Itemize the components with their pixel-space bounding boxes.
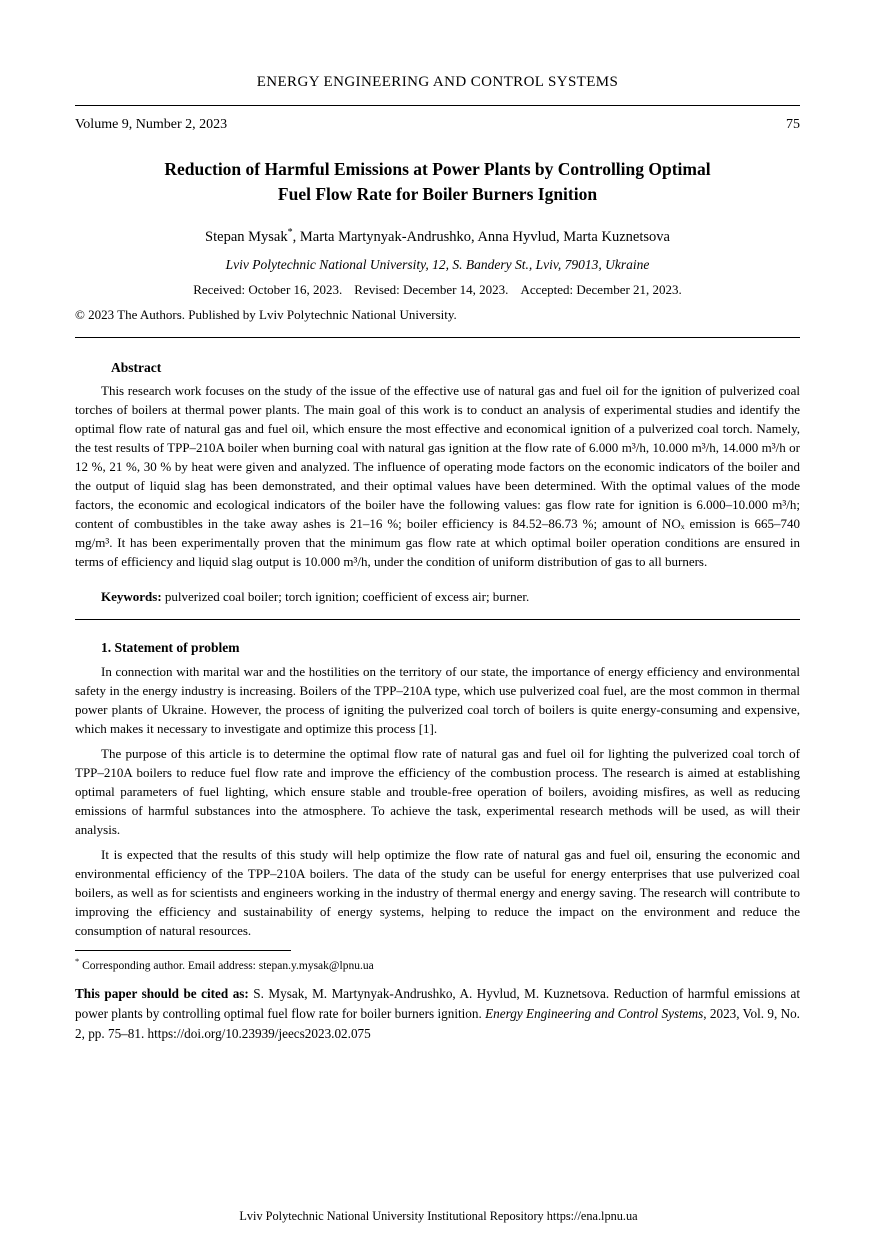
page-number: 75	[786, 117, 800, 132]
header-divider	[75, 105, 800, 106]
section-heading-statement-of-problem: 1. Statement of problem	[101, 639, 240, 655]
corresponding-author-marker: *	[287, 227, 293, 238]
citation-journal-name: Energy Engineering and Control Systems	[485, 1005, 704, 1021]
article-title	[75, 157, 800, 207]
received-date: Received: October 16, 2023.	[193, 281, 343, 297]
journal-title: ENERGY ENGINEERING AND CONTROL SYSTEMS	[256, 74, 619, 90]
authors-rest: , Marta Martynyak-Andrushko, Anna Hyvlud, Marta Kuznetsova	[292, 228, 670, 245]
article-title-line1: Reduction of Harmful Emissions at Power Plants by Controlling Optimal	[164, 159, 711, 179]
body-paragraph: The purpose of this article is to determine the optimal flow rate of natural gas and fuel oil for lighting the pulverized coal torch of TPP–210A boilers to reduce fuel flow rate and improve the efficiency of the combustion process. The research is aimed at establishing optimal parameters of fuel lighting, which ensure stable and trouble-free operation of boilers, avoiding misfires, as well as reducing emissions of harmful substances into the atmosphere. To achieve the task, experimental research methods will be used, as will their analysis.	[75, 745, 800, 837]
author-first: Stepan Mysak	[205, 228, 288, 245]
body-paragraph: In connection with marital war and the hostilities on the territory of our state, the importance of energy efficiency and environmental safety in the energy industry is increasing. Boilers of the TPP–210A type, which use pulverized coal fuel, are the most common in thermal power plants of Ukraine. However, the process of igniting the pulverized coal torch of boilers is quite energy-consuming and expensive, which makes it necessary to investigate and optimize this process [1].	[75, 663, 800, 736]
body-divider	[75, 619, 800, 620]
citation-block	[75, 984, 800, 1044]
citation-label: This paper should be cited as:	[75, 985, 249, 1001]
footnote-marker: *	[75, 955, 80, 966]
revised-date: Revised: December 14, 2023.	[354, 281, 509, 297]
article-title-line2: Fuel Flow Rate for Boiler Burners Ignition	[277, 184, 598, 204]
abstract-divider	[75, 337, 800, 338]
authors-line	[75, 227, 800, 246]
volume-line: Volume 9, Number 2, 2023	[75, 117, 228, 132]
copyright-line: © 2023 The Authors. Published by Lviv Polytechnic National University.	[75, 306, 457, 322]
keywords-label: Keywords:	[101, 588, 162, 604]
volume-row	[75, 117, 800, 133]
citation-tail: , 2023, Vol. 9, No. 2, pp. 75–81. https://doi.org/10.23939/jeecs2023.02.075	[75, 1005, 800, 1041]
dates-line	[75, 282, 800, 298]
keywords-text: pulverized coal boiler; torch ignition; coefficient of excess air; burner.	[161, 588, 530, 604]
affiliation-line: Lviv Polytechnic National University, 12, S. Bandery St., Lviv, 79013, Ukraine	[225, 256, 650, 272]
abstract-heading: Abstract	[111, 359, 162, 375]
keywords-line	[75, 589, 800, 605]
abstract-text: This research work focuses on the study of the issue of the effective use of natural gas and fuel oil for the ignition of pulverized coal torches of boilers at thermal power plants. The main goal of this work is to conduct an analysis of experimental studies and identify the optimal flow rate of natural gas and fuel oil, which ensure the most effective and economical ignition of a pulverized coal torch. Namely, the test results of TPP–210A boiler when burning coal with natural gas ignition at the flow rate of 6.000 m³/h, 10.000 m³/h, 14.000 m³/h or 12 %, 21 %, 30 % by heat were given and analyzed. The influence of operating mode factors on the economic indicators of the boiler and the output of liquid slag has been demonstrated, and their optimal values have been determined. With the optimal values of the mode factors, the economic and ecological indicators of the boiler have the following values: gas flow rate for ignition is 6.000–10.000 m³/h; content of combustibles in the take away ashes is 21–16 %; boiler efficiency is 84.52–86.73 %; amount of NOₓ emission is 665–740 mg/m³. It has been experimentally proven that the minimum gas flow rate at which optimal boiler operation conditions are ensured in terms of efficiency and liquid slag output is 10.000 m³/h, under the condition of uniform distribution of gas to all burners.	[75, 382, 800, 569]
accepted-date: Accepted: December 21, 2023.	[520, 281, 682, 297]
repository-footer: Lviv Polytechnic National University Institutional Repository https://ena.lpnu.ua	[239, 1209, 638, 1223]
corresponding-author-footnote	[75, 956, 800, 972]
citation-body: S. Mysak, M. Martynyak-Andrushko, A. Hyvlud, M. Kuznetsova. Reduction of harmful emissions at power plants by controlling optimal fuel flow rate for boiler burners ignition.	[75, 985, 801, 1021]
footnote-text: Corresponding author. Email address: stepan.y.mysak@lpnu.ua	[79, 959, 374, 972]
body-paragraph: It is expected that the results of this study will help optimize the flow rate of natural gas and fuel oil, ensuring the economic and environmental efficiency of the TPP–210A boilers. The data of the study can be useful for energy enterprises that use pulverized coal boilers, as well as for scientists and engineers working in the industry of thermal energy and energy saving. The research will contribute to improving the efficiency and sustainability of energy systems, helping to reduce the impact on the environment and reduce the consumption of natural resources.	[75, 846, 800, 938]
footnote-divider	[75, 950, 291, 951]
